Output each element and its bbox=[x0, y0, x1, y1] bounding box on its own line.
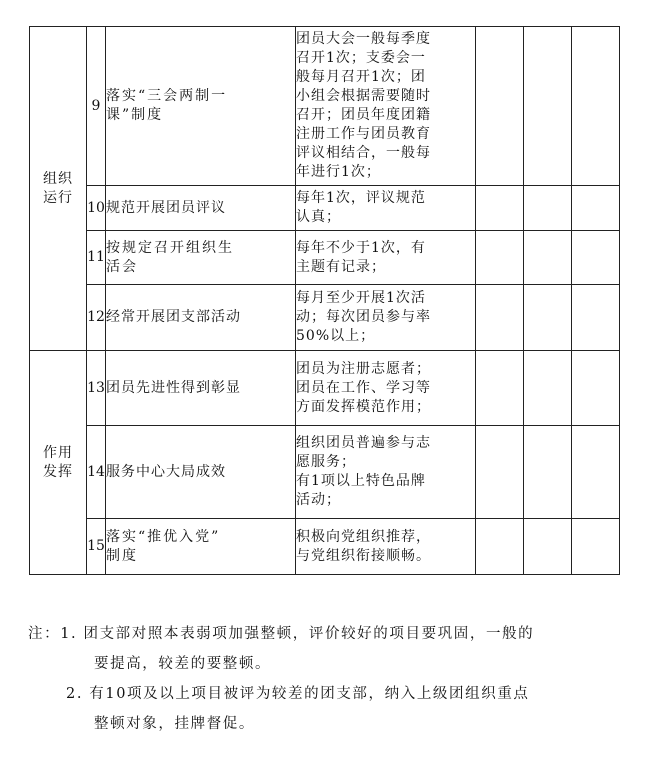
table-row bbox=[30, 27, 620, 186]
item-number: 15 bbox=[87, 519, 106, 575]
table-row bbox=[30, 519, 620, 575]
rating-cell-poor[interactable] bbox=[572, 351, 620, 426]
category-label: 发挥 bbox=[43, 463, 73, 480]
note-2-continued bbox=[28, 709, 628, 739]
table-row bbox=[30, 186, 620, 231]
item-name: 规范开展团员评议 bbox=[106, 186, 296, 231]
category-cell bbox=[30, 27, 87, 351]
item-number: 14 bbox=[87, 426, 106, 519]
rating-cell-poor[interactable] bbox=[572, 27, 620, 186]
item-number: 10 bbox=[87, 186, 106, 231]
rating-cell-good[interactable] bbox=[476, 285, 524, 351]
note-number: 1. bbox=[60, 626, 78, 642]
notes-section bbox=[28, 619, 628, 739]
rating-cell-poor[interactable] bbox=[572, 231, 620, 285]
item-name: 服务中心大局成效 bbox=[106, 426, 296, 519]
rating-cell-average[interactable] bbox=[524, 231, 572, 285]
note-text: 有10项及以上项目被评为较差的团支部，纳入上级团组织重点 bbox=[89, 686, 530, 702]
item-number: 13 bbox=[87, 351, 106, 426]
rating-cell-average[interactable] bbox=[524, 285, 572, 351]
item-standard: 团员为注册志愿者； 团员在工作、学习等 方面发挥模范作用； bbox=[296, 351, 476, 426]
evaluation-table bbox=[29, 26, 620, 575]
item-name: 经常开展团支部活动 bbox=[106, 285, 296, 351]
note-text: 团支部对照本表弱项加强整顿，评价较好的项目要巩固，一般的 bbox=[83, 626, 535, 642]
rating-cell-good[interactable] bbox=[476, 27, 524, 186]
item-standard: 积极向党组织推荐， 与党组织衔接顺畅。 bbox=[296, 519, 476, 575]
item-number: 11 bbox=[87, 231, 106, 285]
item-standard: 团员大会一般每季度 召开1次；支委会一 般每月召开1次；团 小组会根据需要随时 召开；团员年度团籍 注册工作与团员教育 评议相结合，一般每 年进行1次； bbox=[296, 27, 476, 186]
rating-cell-poor[interactable] bbox=[572, 285, 620, 351]
rating-cell-poor[interactable] bbox=[572, 186, 620, 231]
item-standard: 每年1次，评议规范 认真； bbox=[296, 186, 476, 231]
item-number: 12 bbox=[87, 285, 106, 351]
item-standard: 每年不少于1次，有 主题有记录； bbox=[296, 231, 476, 285]
rating-cell-average[interactable] bbox=[524, 351, 572, 426]
item-standard: 每月至少开展1次活 动；每次团员参与率 50%以上； bbox=[296, 285, 476, 351]
category-cell bbox=[30, 351, 87, 575]
note-text: 整顿对象，挂牌督促。 bbox=[94, 716, 255, 732]
note-number: 2. bbox=[66, 686, 84, 702]
rating-cell-good[interactable] bbox=[476, 426, 524, 519]
rating-cell-poor[interactable] bbox=[572, 426, 620, 519]
item-name: 落实“三会两制一 课”制度 bbox=[106, 27, 296, 186]
category-label: 作用 bbox=[43, 444, 73, 461]
category-label: 组织 bbox=[43, 170, 73, 187]
rating-cell-average[interactable] bbox=[524, 426, 572, 519]
item-number: 9 bbox=[87, 27, 106, 186]
note-1 bbox=[28, 619, 628, 649]
note-1-continued bbox=[28, 649, 628, 679]
item-name: 按规定召开组织生 活会 bbox=[106, 231, 296, 285]
item-name: 落实“推优入党” 制度 bbox=[106, 519, 296, 575]
category-label: 运行 bbox=[43, 189, 73, 206]
rating-cell-average[interactable] bbox=[524, 186, 572, 231]
rating-cell-average[interactable] bbox=[524, 27, 572, 186]
rating-cell-good[interactable] bbox=[476, 519, 524, 575]
table-row bbox=[30, 231, 620, 285]
note-2 bbox=[28, 679, 628, 709]
notes-prefix: 注： bbox=[28, 626, 61, 642]
rating-cell-good[interactable] bbox=[476, 351, 524, 426]
table-row bbox=[30, 285, 620, 351]
item-standard: 组织团员普遍参与志 愿服务； 有1项以上特色品牌 活动； bbox=[296, 426, 476, 519]
table-row bbox=[30, 351, 620, 426]
table-row bbox=[30, 426, 620, 519]
rating-cell-average[interactable] bbox=[524, 519, 572, 575]
rating-cell-poor[interactable] bbox=[572, 519, 620, 575]
rating-cell-good[interactable] bbox=[476, 231, 524, 285]
rating-cell-good[interactable] bbox=[476, 186, 524, 231]
item-name: 团员先进性得到彰显 bbox=[106, 351, 296, 426]
note-text: 要提高，较差的要整顿。 bbox=[94, 656, 272, 672]
